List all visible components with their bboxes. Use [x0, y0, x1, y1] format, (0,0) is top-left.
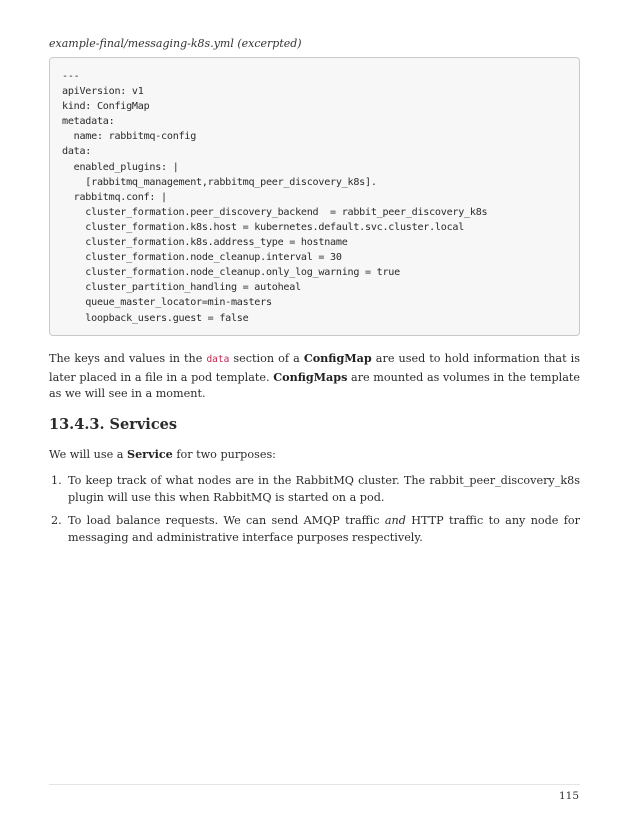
text-segment: The keys and values in the — [49, 352, 207, 365]
list-number: 1. — [51, 474, 62, 487]
bold-term: ConfigMaps — [273, 369, 348, 384]
code-caption: example-final/messaging-k8s.yml (excerpted) — [49, 37, 302, 50]
code-line: rabbitmq.conf: | — [62, 191, 167, 203]
page-number: 115 — [558, 790, 579, 802]
purposes-list — [49, 473, 580, 553]
text-segment: section of a — [229, 352, 304, 365]
text-segment: We will use a — [49, 448, 127, 461]
code-line: cluster_formation.node_cleanup.interval = 30 — [62, 252, 342, 264]
code-line: loopback_users.guest = false — [62, 312, 249, 324]
list-number: 2. — [51, 514, 62, 527]
section-heading: 13.4.3. Services — [49, 416, 178, 433]
text-segment: HTTP traffic to any node for messaging and administrative interface purposes respectively. — [68, 514, 580, 544]
code-line: cluster_formation.k8s.address_type = hostname — [62, 237, 348, 249]
code-line: cluster_formation.k8s.host = kubernetes.default.svc.cluster.local — [62, 221, 465, 233]
list-item — [49, 473, 580, 506]
list-item — [49, 513, 580, 546]
inline-code: data — [206, 354, 230, 365]
code-line: cluster_formation.node_cleanup.only_log_warning = true — [62, 267, 400, 279]
text-segment: are used to hold information that is later placed in a file in a pod template. — [49, 352, 580, 384]
code-line: --- — [62, 71, 80, 82]
services-intro-paragraph — [49, 446, 580, 464]
code-line: metadata: — [62, 116, 115, 128]
code-line: cluster_formation.peer_discovery_backend = rabbit_peer_discovery_k8s — [62, 206, 488, 218]
text-segment: for two purposes: — [172, 448, 276, 461]
code-line: [rabbitmq_management,rabbitmq_peer_discovery_k8s]. — [62, 176, 377, 188]
code-line: cluster_partition_handling = autoheal — [62, 282, 301, 294]
code-line: data: — [62, 146, 92, 158]
text-segment: are mounted as volumes in the template as we will see in a moment. — [49, 370, 581, 400]
bold-term: Service — [126, 447, 173, 461]
code-line: kind: ConfigMap — [62, 101, 150, 113]
emphasis: and — [384, 514, 406, 527]
code-line: enabled_plugins: | — [62, 161, 179, 173]
text-segment: To load balance requests. We can send AMQP traffic — [68, 514, 385, 527]
footer-divider — [49, 784, 580, 785]
code-line: name: rabbitmq-config — [62, 131, 197, 143]
list-text: To keep track of what nodes are in the RabbitMQ cluster. The rabbit_peer_discovery_k8s plugin will use this when RabbitMQ is started on a pod. — [68, 474, 580, 504]
code-line: queue_master_locator=min-masters — [62, 297, 272, 309]
code-line: apiVersion: v1 — [62, 86, 144, 98]
configmap-paragraph — [49, 350, 580, 403]
bold-term: ConfigMap — [303, 351, 372, 365]
code-block — [49, 57, 580, 336]
